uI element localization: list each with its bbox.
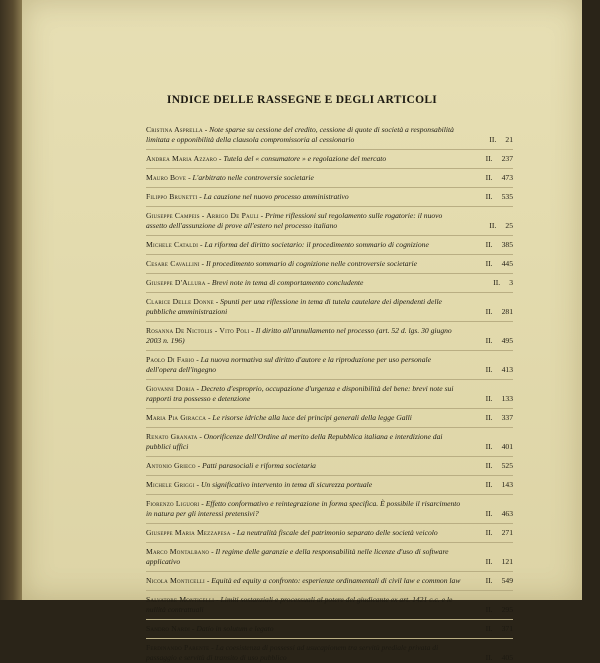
entry-volume: II.	[485, 259, 493, 268]
entry-title: La riforma del diritto societario: il procedimento sommario di cognizione	[204, 240, 429, 249]
entry-page-reference	[467, 173, 513, 183]
toc-entry	[146, 528, 513, 538]
entry-separator: -	[209, 643, 216, 652]
toc-entry	[146, 384, 513, 404]
entry-volume: II.	[485, 576, 493, 585]
entry-volume: II.	[485, 528, 493, 537]
entry-volume: II.	[485, 192, 493, 201]
entry-page-reference	[467, 135, 513, 145]
entry-author: Michele Cataldi	[146, 240, 199, 249]
entry-title: Datio in solutum e legato	[196, 624, 274, 633]
entry-page-number: 401	[501, 442, 513, 451]
entry-title: La cauzione nel nuovo processo amministrativo	[203, 192, 349, 201]
entry-volume: II.	[485, 173, 493, 182]
entry-separator: -	[194, 355, 201, 364]
entry-divider	[146, 638, 513, 639]
entry-volume: II.	[485, 509, 493, 518]
entry-author: Cristina Asprella	[146, 125, 203, 134]
entry-title: Il diritto all'annullamento nel processo (art. 52 d. lgs. 30 giugno 2003 n. 196)	[146, 326, 452, 345]
entry-title: Spunti per una riflessione in tema di tutela cautelare dei dipendenti delle pubbliche amministrazioni	[146, 297, 442, 316]
entry-title: Note sparse su cessione del credito, cessione di quote di società a responsabilità limitata e opponibilità della clausola compromissoria al cessionario	[146, 125, 454, 144]
entry-volume: II.	[485, 653, 493, 662]
entry-separator: -	[230, 528, 237, 537]
entry-divider	[146, 494, 513, 495]
entry-page-number: 371	[501, 624, 513, 633]
entry-page-reference	[467, 394, 513, 404]
entry-divider	[146, 408, 513, 409]
entry-volume: II.	[489, 135, 497, 144]
entry-separator: -	[206, 413, 213, 422]
entry-divider	[146, 427, 513, 428]
entry-title: L'arbitrato nelle controversie societarie	[192, 173, 314, 182]
entry-volume: II.	[485, 461, 493, 470]
entry-divider	[146, 542, 513, 543]
entry-separator: -	[197, 192, 204, 201]
entry-separator: -	[198, 240, 205, 249]
entry-title: Il procedimento sommario di cognizione nelle controversie societarie	[205, 259, 417, 268]
toc-entry	[146, 547, 513, 567]
entry-divider	[146, 206, 513, 207]
entry-title: Effetto conformativo e reintegrazione in forma specifica. È possibile il risarcimento in natura per gli interessi pretensivi?	[146, 499, 461, 518]
entry-page-number: 295	[501, 605, 513, 614]
entry-separator: -	[209, 547, 216, 556]
entry-author: Rosanna De Nictolis - Vito Poli	[146, 326, 250, 335]
toc-entry	[146, 240, 513, 250]
entry-title: Tutela del « consumatore » e regolazione del mercato	[223, 154, 387, 163]
entry-title: La coesistenza di possessi ad usucapionem tra servitù prediale privata di passaggio e servitù di transito di uso pubblico	[146, 643, 439, 662]
entry-author: Ferdinando Parente	[146, 643, 210, 652]
entry-divider	[146, 187, 513, 188]
entry-author: Renato Granata	[146, 432, 198, 441]
entry-divider	[146, 456, 513, 457]
entry-separator: -	[213, 297, 221, 306]
entry-volume: II.	[485, 413, 493, 422]
entry-divider	[146, 475, 513, 476]
entry-page-number: 535	[501, 192, 513, 201]
entry-page-reference	[467, 240, 513, 250]
entry-divider	[146, 168, 513, 169]
entry-page-reference	[467, 154, 513, 164]
toc-entry	[146, 259, 513, 269]
entry-page-reference	[467, 221, 513, 231]
entry-volume: II.	[485, 442, 493, 451]
entry-page-number: 463	[501, 509, 513, 518]
toc-entry	[146, 595, 513, 615]
entry-page-reference	[467, 259, 513, 269]
entry-page-reference	[467, 192, 513, 202]
entry-page-reference	[467, 336, 513, 346]
toc-entry	[146, 461, 513, 471]
entry-page-reference	[467, 442, 513, 452]
toc-entry	[146, 125, 513, 145]
entry-author: Nicola Monticelli	[146, 576, 205, 585]
entry-separator: -	[258, 211, 266, 220]
entry-title: Prime riflessioni sul regolamento sulle rogatorie: il nuovo assetto dell'assunzione di prove all'estero nel processo italiano	[146, 211, 443, 230]
table-of-contents	[146, 125, 513, 663]
entry-page-reference	[467, 576, 513, 586]
entry-author: Giuseppe Maria Mezzapesa	[146, 528, 231, 537]
entry-page-number: 25	[505, 221, 513, 230]
entry-divider	[146, 321, 513, 322]
entry-page-number: 385	[501, 240, 513, 249]
entry-volume: II.	[485, 624, 493, 633]
entry-separator: -	[202, 125, 210, 134]
entry-page-reference	[467, 624, 513, 634]
toc-entry	[146, 432, 513, 452]
entry-author: Filippo Brunetti	[146, 192, 198, 201]
entry-title: La nuova normativa sul diritto d'autore e la riproduzione per uso personale dell'opera dell'ingegno	[146, 355, 431, 374]
entry-title: Equità ed equity a confronto: esperienze ordinamentali di civil law e common law	[211, 576, 461, 585]
entry-divider	[146, 235, 513, 236]
entry-page-number: 143	[501, 480, 513, 489]
toc-entry	[146, 413, 513, 423]
entry-page-reference	[467, 528, 513, 538]
entry-page-number: 133	[501, 394, 513, 403]
entry-author: Antonio Grieco	[146, 461, 196, 470]
toc-entry	[146, 624, 513, 634]
entry-divider	[146, 149, 513, 150]
entry-author: Giuseppe D'Allura	[146, 278, 206, 287]
book-gutter	[0, 0, 22, 600]
entry-author: Marco Montalbano	[146, 547, 210, 556]
entry-page-number: 21	[505, 135, 513, 144]
toc-entry	[146, 278, 513, 288]
entry-author: Clarice Delle Donne	[146, 297, 214, 306]
entry-title: Decreto d'esproprio, occupazione d'urgenza e disponibilità del bene: brevi note sui rapporti tra possesso e detenzione	[146, 384, 454, 403]
entry-author: Andrea Maria Azzaro	[146, 154, 218, 163]
entry-page-number: 237	[501, 154, 513, 163]
toc-entry	[146, 326, 513, 346]
entry-page-number: 121	[501, 557, 513, 566]
entry-title: Le risorse idriche alla luce dei principi generali della legge Galli	[212, 413, 412, 422]
entry-separator: -	[214, 595, 221, 604]
entry-separator: -	[186, 173, 193, 182]
entry-divider	[146, 379, 513, 380]
toc-entry	[146, 643, 513, 663]
entry-title: Un significativo intervento in tema di sicurezza portuale	[200, 480, 373, 489]
entry-separator: -	[205, 278, 212, 287]
toc-entry	[146, 211, 513, 231]
entry-author: Giuseppe Campeis - Arrigo De Pauli	[146, 211, 259, 220]
toc-entry	[146, 297, 513, 317]
entry-divider	[146, 523, 513, 524]
entry-separator: -	[199, 259, 206, 268]
entry-page-reference	[467, 413, 513, 423]
entry-separator: -	[217, 154, 224, 163]
entry-title: Brevi note in tema di comportamento concludente	[211, 278, 364, 287]
entry-author: Maria Pia Giracca	[146, 413, 207, 422]
toc-entry	[146, 576, 513, 586]
entry-page-reference	[467, 278, 513, 288]
entry-divider	[146, 590, 513, 591]
entry-page-reference	[467, 480, 513, 490]
entry-divider	[146, 571, 513, 572]
entry-title: La neutralità fiscale del patrimonio separato delle società veicolo	[236, 528, 438, 537]
entry-volume: II.	[485, 307, 493, 316]
entry-volume: II.	[485, 240, 493, 249]
entry-volume: II.	[489, 221, 497, 230]
entry-title: Limiti sostanziali e processuali al potere del giudicante ex art. 1421 c.c. e le nullità contrattuali	[146, 595, 453, 614]
entry-volume: II.	[485, 365, 493, 374]
toc-entry	[146, 499, 513, 519]
entry-page-reference	[467, 307, 513, 317]
entry-page-number: 495	[501, 336, 513, 345]
entry-volume: II.	[485, 480, 493, 489]
entry-separator: -	[199, 499, 206, 508]
entry-page-reference	[467, 605, 513, 615]
entry-title: Patti parasociali e riforma societaria	[202, 461, 316, 470]
entry-divider	[146, 273, 513, 274]
entry-separator: -	[204, 576, 212, 585]
entry-title: Il regime delle garanzie e della responsabilità nelle licenze d'uso di software applicativo	[146, 547, 449, 566]
entry-divider	[146, 619, 513, 620]
entry-page-number: 405	[501, 653, 513, 662]
toc-entry	[146, 173, 513, 183]
entry-volume: II.	[485, 154, 493, 163]
entry-page-number: 473	[501, 173, 513, 182]
toc-entry	[146, 192, 513, 202]
entry-author: Michele Griggi	[146, 480, 195, 489]
entry-separator: -	[194, 480, 201, 489]
entry-divider	[146, 350, 513, 351]
entry-divider	[146, 292, 513, 293]
entry-author: Paolo Di Fabio	[146, 355, 195, 364]
toc-entry	[146, 154, 513, 164]
entry-title: Onorificenze dell'Ordine al merito della Repubblica italiana e interdizione dai pubblici uffici	[146, 432, 443, 451]
entry-page-number: 549	[501, 576, 513, 585]
entry-separator: -	[194, 384, 201, 393]
entry-page-reference	[467, 509, 513, 519]
entry-separator: -	[195, 461, 203, 470]
entry-volume: II.	[485, 557, 493, 566]
entry-page-number: 337	[501, 413, 513, 422]
entry-page-reference	[467, 653, 513, 663]
entry-author: Sandro Nardi	[146, 624, 191, 633]
entry-volume: II.	[485, 605, 493, 614]
entry-author: Mauro Bove	[146, 173, 187, 182]
entry-page-number: 413	[501, 365, 513, 374]
entry-divider	[146, 254, 513, 255]
entry-separator: -	[197, 432, 204, 441]
entry-page-reference	[467, 461, 513, 471]
entry-separator: -	[249, 326, 256, 335]
entry-page-number: 525	[501, 461, 513, 470]
entry-author: Fiorenzo Liguori	[146, 499, 200, 508]
book-page	[22, 0, 582, 662]
toc-entry	[146, 480, 513, 490]
entry-page-number: 271	[501, 528, 513, 537]
entry-volume: II.	[493, 278, 501, 287]
page-title: INDICE DELLE RASSEGNE E DEGLI ARTICOLI	[166, 94, 438, 106]
entry-author: Salvatore Monticelli	[146, 595, 215, 604]
entry-author: Giovanni Doria	[146, 384, 195, 393]
entry-volume: II.	[485, 394, 493, 403]
entry-page-number: 3	[509, 278, 513, 287]
entry-page-number: 445	[501, 259, 513, 268]
entry-volume: II.	[485, 336, 493, 345]
entry-page-reference	[467, 557, 513, 567]
toc-entry	[146, 355, 513, 375]
entry-page-number: 281	[501, 307, 513, 316]
entry-author: Cesare Cavallini	[146, 259, 200, 268]
entry-separator: -	[190, 624, 197, 633]
entry-page-reference	[467, 365, 513, 375]
